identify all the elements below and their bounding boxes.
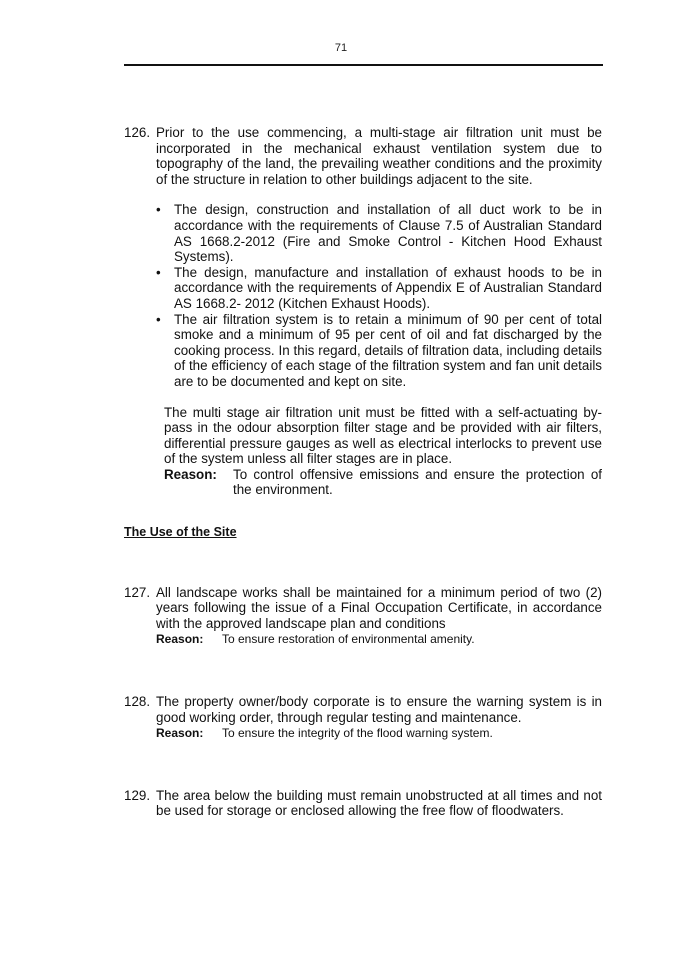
reason-text: To ensure restoration of environmental amenity. bbox=[222, 632, 475, 647]
condition-text: The area below the building must remain unobstructed at all times and not be used for storage or enclosed allowing the free flow of floodwaters. bbox=[156, 787, 602, 819]
reason-row bbox=[156, 726, 602, 742]
condition-129 bbox=[124, 788, 602, 819]
bullet-item bbox=[154, 312, 602, 390]
header-rule bbox=[124, 64, 603, 66]
condition-number: 126. bbox=[124, 125, 151, 140]
condition-number: 129. bbox=[124, 787, 151, 803]
reason-text: To control offensive emissions and ensure the protection of the environment. bbox=[233, 466, 602, 498]
condition-text: The property owner/body corporate is to ensure the warning system is in good working order, through regular testing and maintenance. bbox=[156, 694, 602, 725]
paragraph-text: The multi stage air filtration unit must be fitted with a self-actuating by-pass in the odour absorption filter stage and be provided with air filters, differential pressure gauges as well as electrical interlocks to prevent use of the system unless all filter stages are in place. bbox=[164, 404, 602, 467]
condition-126-bullet-list bbox=[154, 202, 602, 389]
bullet-text: The design, manufacture and installation of exhaust hoods to be in accordance with the requirements of Appendix E of Australian Standard AS 1668.2- 2012 (Kitchen Exhaust Hoods). bbox=[174, 264, 602, 311]
bullet-icon: • bbox=[156, 202, 161, 218]
reason-label: Reason: bbox=[164, 466, 217, 482]
condition-126 bbox=[124, 125, 602, 187]
document-body bbox=[124, 125, 602, 819]
bullet-text: The air filtration system is to retain a minimum of 90 per cent of total smoke and a minimum of 95 per cent of oil and fat discharged by the cooking process. In this regard, details of filtration data, including details of the efficiency of each stage of the filtration system and fan unit details are to be documented and kept on site. bbox=[174, 311, 602, 389]
reason-row bbox=[164, 467, 602, 498]
condition-number: 127. bbox=[124, 584, 151, 600]
bullet-icon: • bbox=[156, 311, 161, 327]
reason-row bbox=[156, 632, 602, 648]
condition-number: 128. bbox=[124, 694, 151, 710]
bullet-text: The design, construction and installation of all duct work to be in accordance with the requirements of Clause 7.5 of Australian Standard AS 1668.2-2012 (Fire and Smoke Control - Kitchen Hood Exhaust Systems). bbox=[174, 202, 602, 265]
condition-127 bbox=[124, 585, 602, 648]
reason-label: Reason: bbox=[156, 726, 204, 741]
condition-128 bbox=[124, 694, 602, 742]
condition-text: Prior to the use commencing, a multi-stage air filtration unit must be incorporated in the mechanical exhaust ventilation system due to topography of the land, the prevailing weather conditions and the proximity of the structure in relation to other buildings adjacent to the site. bbox=[156, 125, 602, 187]
reason-label: Reason: bbox=[156, 632, 204, 647]
reason-text: To ensure the integrity of the flood warning system. bbox=[222, 726, 493, 741]
bullet-icon: • bbox=[156, 264, 161, 280]
bullet-item bbox=[154, 202, 602, 264]
page-number: 71 bbox=[334, 42, 348, 54]
section-heading-use-of-site: The Use of the Site bbox=[124, 525, 237, 540]
bullet-item bbox=[154, 265, 602, 312]
condition-126-paragraph bbox=[164, 405, 602, 499]
condition-text: All landscape works shall be maintained for a minimum period of two (2) years following the issue of a Final Occupation Certificate, in accordance with the approved landscape plan and conditions bbox=[156, 584, 602, 631]
